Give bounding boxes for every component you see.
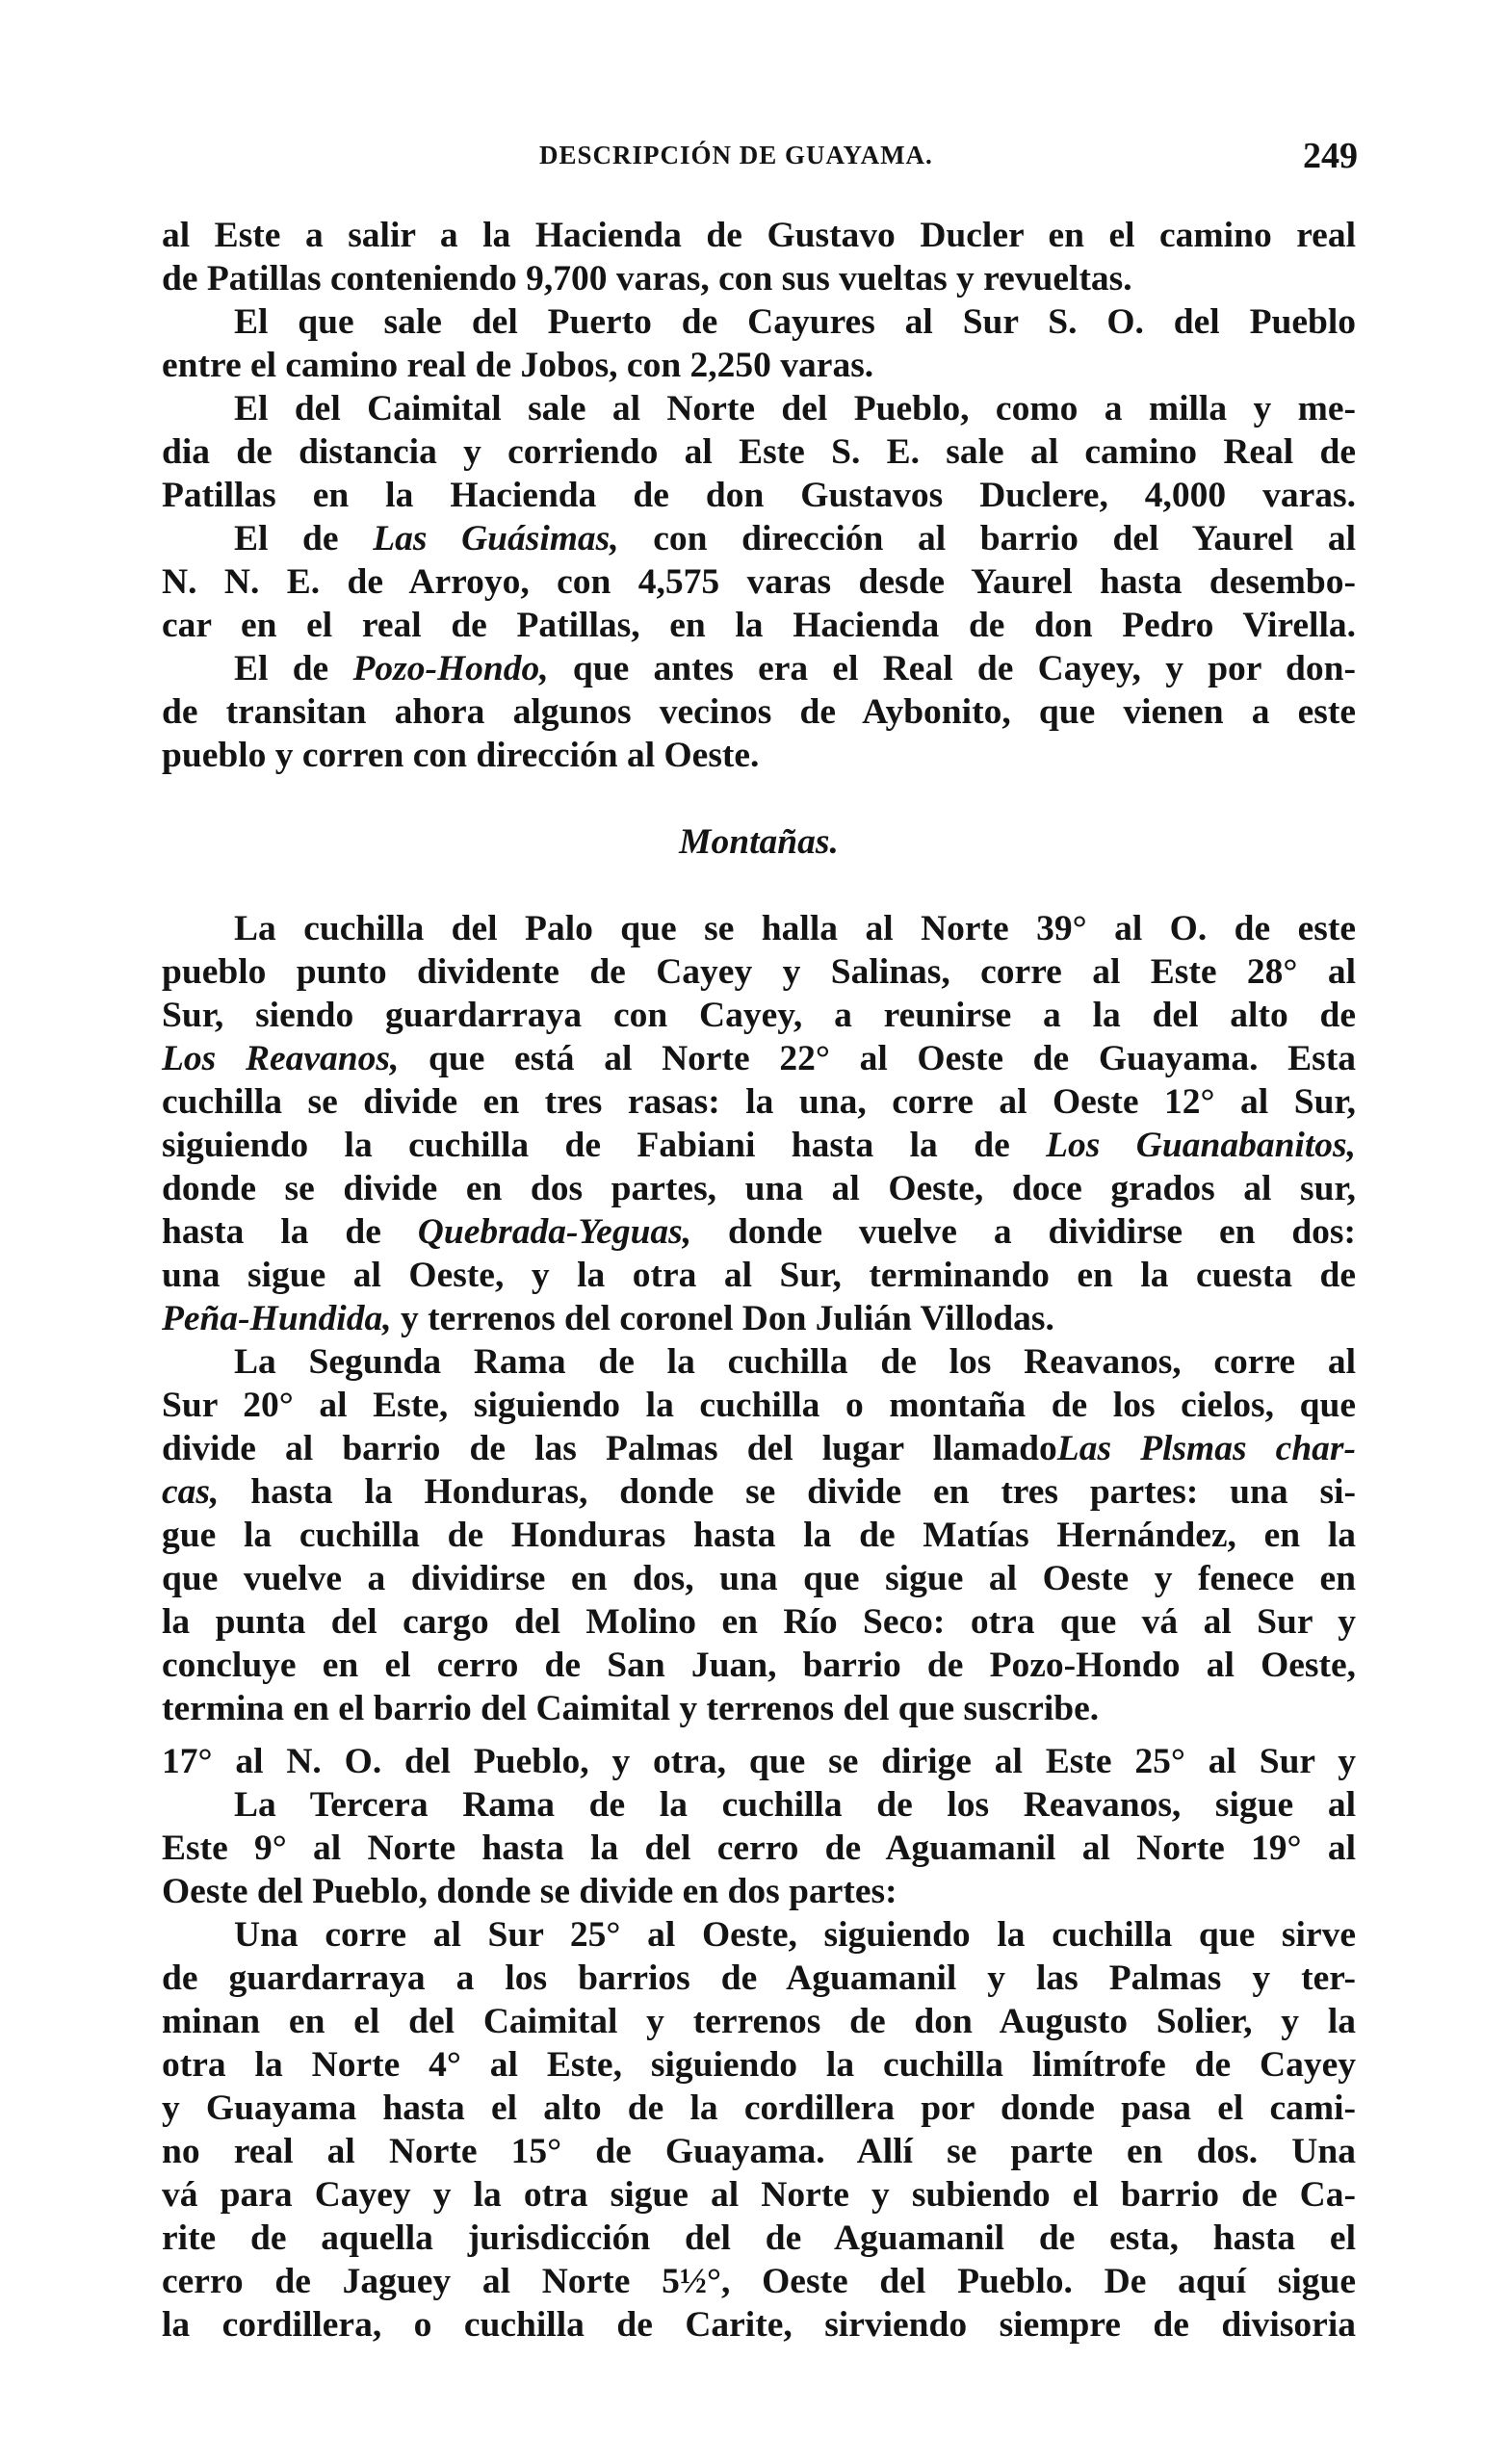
text-line: Los Reavanos, que está al Norte 22° al Oeste de Guayama. Esta	[162, 1039, 1357, 1078]
text-line: La Segunda Rama de la cuchilla de los Reavanos, corre al	[234, 1342, 1356, 1382]
text-line: de guardarraya a los barrios de Aguamanil y las Palmas y ter-	[162, 1958, 1356, 1998]
paragraph	[162, 907, 1356, 1340]
text-line: cerro de Jaguey al Norte 5½°, Oeste del Pueblo. De aquí sigue	[162, 2262, 1356, 2301]
paragraph	[162, 387, 1356, 517]
text-line: pueblo y corren con dirección al Oeste.	[162, 736, 760, 775]
text-line: que vuelve a dividirse en dos, una que sigue al Oeste y fenece en	[162, 1559, 1356, 1598]
text-line: La Tercera Rama de la cuchilla de los Reavanos, sigue al	[234, 1785, 1356, 1825]
italic-name: Las Guásimas,	[373, 519, 619, 558]
paragraph	[162, 647, 1356, 777]
text-line: una sigue al Oeste, y la otra al Sur, terminando en la cuesta de	[162, 1256, 1356, 1295]
text-line: y Guayama hasta el alto de la cordillera por donde pasa el cami-	[162, 2088, 1356, 2128]
italic-name: Peña-Hundida,	[162, 1299, 392, 1338]
paragraph	[162, 1913, 1356, 2347]
text-line: 17° al N. O. del Pueblo, y otra, que se dirige al Este 25° al Sur y	[162, 1742, 1356, 1781]
text-line: hasta la de Quebrada-Yeguas, donde vuelve a dividirse en dos:	[162, 1212, 1357, 1252]
italic-name: Los Reavanos,	[162, 1039, 400, 1078]
text-line: Este 9° al Norte hasta la del cerro de Aguamanil al Norte 19° al	[162, 1829, 1356, 1868]
page-number: 249	[1303, 136, 1358, 176]
text-line: la cordillera, o cuchilla de Carite, sirviendo siempre de divisoria	[162, 2305, 1356, 2345]
text-line: minan en el del Caimital y terrenos de don Augusto Solier, y la	[162, 2002, 1356, 2041]
text-line: otra la Norte 4° al Este, siguiendo la cuchilla limítrofe de Cayey	[162, 2045, 1356, 2085]
text-line: Una corre al Sur 25° al Oeste, siguiendo la cuchilla que sirve	[234, 1915, 1356, 1955]
text-line: gue la cuchilla de Honduras hasta la de Matías Hernández, en la	[162, 1516, 1356, 1555]
text-line: de Patillas conteniendo 9,700 varas, con sus vueltas y revueltas.	[162, 259, 1132, 298]
text-line: entre el camino real de Jobos, con 2,250 varas.	[162, 346, 874, 385]
text-line: la punta del cargo del Molino en Río Seco: otra que vá al Sur y	[162, 1602, 1356, 1642]
text-line: pueblo punto dividente de Cayey y Salinas, corre al Este 28° al	[162, 952, 1356, 992]
text-line: Oeste del Pueblo, donde se divide en dos partes:	[162, 1872, 897, 1911]
body-text	[162, 214, 1356, 2347]
paragraph	[162, 300, 1356, 387]
text-line: car en el real de Patillas, en la Hacienda de don Pedro Virella.	[162, 606, 1356, 645]
italic-name: Pozo-Hondo,	[352, 649, 549, 688]
paragraph	[162, 517, 1356, 647]
text-line: al Este a salir a la Hacienda de Gustavo Ducler en el camino real	[162, 216, 1356, 255]
text-line: N. N. E. de Arroyo, con 4,575 varas desde Yaurel hasta desembo-	[162, 562, 1356, 602]
text-line: divide al barrio de las Palmas del lugar llamadoLas Plsmas char-	[162, 1429, 1357, 1468]
text-line: Peña-Hundida, y terrenos del coronel Don Julián Villodas.	[162, 1299, 1054, 1338]
running-head	[164, 135, 1358, 193]
paragraph	[162, 1340, 1356, 1730]
text-line: termina en el barrio del Caimital y terrenos del que suscribe.	[162, 1689, 1100, 1728]
text-line: cuchilla se divide en tres rasas: la una, corre al Oeste 12° al Sur,	[162, 1082, 1356, 1122]
text-line: Patillas en la Hacienda de don Gustavos Duclere, 4,000 varas.	[162, 476, 1356, 515]
paragraphs-before-heading	[162, 214, 1356, 777]
italic-name: cas,	[162, 1472, 220, 1512]
italic-name: Los Guanabanitos,	[1046, 1126, 1356, 1165]
text-line: no real al Norte 15° de Guayama. Allí se parte en dos. Una	[162, 2132, 1356, 2171]
text-line: dia de distancia y corriendo al Este S. E. sale al camino Real de	[162, 432, 1356, 472]
paragraph	[162, 214, 1356, 300]
text-line: de transitan ahora algunos vecinos de Aybonito, que vienen a este	[162, 692, 1356, 732]
text-line: El de Las Guásimas, con dirección al barrio del Yaurel al	[234, 519, 1356, 558]
text-line: siguiendo la cuchilla de Fabiani hasta la de Los Guanabanitos,	[162, 1126, 1356, 1165]
section-heading-montanas: Montañas.	[679, 822, 839, 862]
text-line: Sur 20° al Este, siguiendo la cuchilla o montaña de los cielos, que	[162, 1386, 1356, 1425]
paragraph	[162, 1740, 1356, 1783]
paragraph	[162, 1783, 1356, 1913]
paragraphs-after-heading	[162, 907, 1356, 2347]
italic-name: Las Plsmas char-	[1056, 1429, 1357, 1468]
text-line: El de Pozo-Hondo, que antes era el Real de Cayey, y por don-	[234, 649, 1356, 688]
text-line: donde se divide en dos partes, una al Oeste, doce grados al sur,	[162, 1169, 1356, 1208]
text-line: concluye en el cerro de San Juan, barrio de Pozo-Hondo al Oeste,	[162, 1646, 1356, 1685]
text-line: rite de aquella jurisdicción del de Aguamanil de esta, hasta el	[162, 2218, 1356, 2258]
text-line: La cuchilla del Palo que se halla al Norte 39° al O. de este	[234, 909, 1356, 948]
running-head-title: DESCRIPCIÓN DE GUAYAMA.	[539, 141, 933, 169]
text-line: cas, hasta la Honduras, donde se divide en tres partes: una si-	[162, 1472, 1356, 1512]
text-line: Sur, siendo guardarraya con Cayey, a reunirse a la del alto de	[162, 996, 1356, 1035]
text-line: El que sale del Puerto de Cayures al Sur S. O. del Pueblo	[234, 302, 1356, 342]
text-line: vá para Cayey y la otra sigue al Norte y subiendo el barrio de Ca-	[162, 2175, 1356, 2215]
text-line: El del Caimital sale al Norte del Pueblo, como a milla y me-	[234, 389, 1356, 428]
italic-name: Quebrada-Yeguas,	[417, 1212, 692, 1252]
